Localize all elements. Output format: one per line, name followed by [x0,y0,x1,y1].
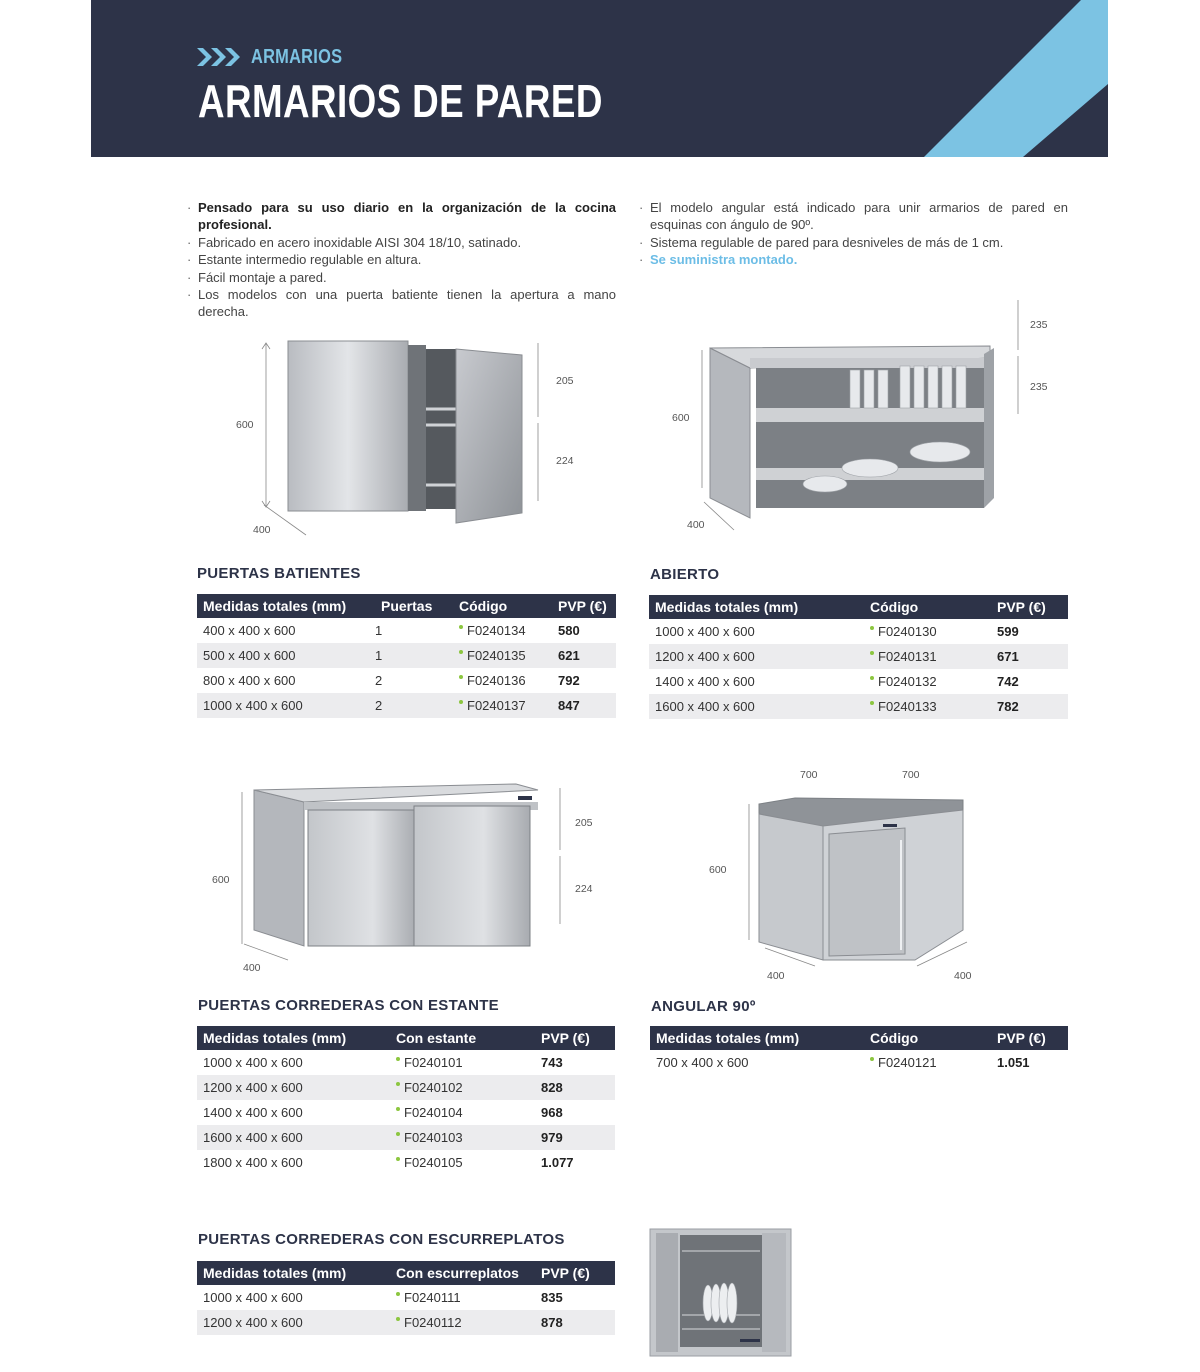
table-header: PVP (€) [991,595,1068,619]
table-header: Medidas totales (mm) [197,594,375,618]
table-header: Medidas totales (mm) [649,595,864,619]
dim-depth: 400 [243,962,261,974]
table-header: Código [864,595,991,619]
table-row: 1200 x 400 x 600 F0240131 671 [649,644,1068,669]
list-item: · Estante intermedio regulable en altura. [187,251,616,268]
table-row: 1000 x 400 x 600 F0240111 835 [203,1290,563,1305]
dish-rack-photo [650,1229,791,1356]
section-title-batientes: PUERTAS BATIENTES [197,565,361,582]
table-row: 1200 x 400 x 600 F0240102 828 [197,1075,615,1100]
table-header: Con estante [390,1026,535,1050]
table-row: 400 x 400 x 600 1 F0240134 580 [203,623,580,638]
section-title-angular: ANGULAR 90º [651,998,756,1015]
list-item: · Fácil montaje a pared. [187,269,616,286]
list-item: · Se suministra montado. [639,251,1068,268]
dim-lower: 224 [556,455,574,467]
table-header: Puertas [375,594,453,618]
dim-bottom-left: 400 [767,970,785,982]
table-row: 500 x 400 x 600 1 F0240135 621 [197,643,616,668]
dim-top-left: 700 [800,769,818,781]
table-header: Medidas totales (mm) [197,1261,390,1285]
page-title: ARMARIOS DE PARED [198,75,603,127]
dim-upper: 235 [1030,319,1048,331]
sliding-door-cabinet-illustration [228,780,578,970]
list-item: · Fabricado en acero inoxidable AISI 304 18/10, satinado. [187,234,616,251]
table-angular [650,1026,1068,1075]
dim-upper: 205 [575,817,593,829]
table-header: Medidas totales (mm) [650,1026,864,1050]
table-row: 1800 x 400 x 600 F0240105 1.077 [203,1155,574,1170]
dim-upper: 205 [556,375,574,387]
table-row: 1000 x 400 x 600 2 F0240137 847 [197,693,616,718]
table-row: 700 x 400 x 600 F0240121 1.051 [656,1055,1030,1070]
table-header: PVP (€) [552,594,616,618]
section-title-abierto: ABIERTO [650,566,720,583]
dim-height: 600 [709,864,727,876]
dim-lower: 224 [575,883,593,895]
table-escurreplatos [197,1261,615,1335]
table-header: PVP (€) [535,1026,615,1050]
dim-top-right: 700 [902,769,920,781]
intro-right-list [639,199,1068,269]
table-row: 1600 x 400 x 600 F0240103 979 [197,1125,615,1150]
list-item: · Pensado para su uso diario en la organización de la cocina profesional. [187,199,616,234]
list-item: · Los modelos con una puerta batiente tienen la apertura a mano derecha. [187,286,616,321]
table-row: 1000 x 400 x 600 F0240130 599 [655,624,1019,639]
table-header: PVP (€) [991,1026,1068,1050]
table-header: Código [864,1026,991,1050]
table-header: Código [453,594,552,618]
swing-door-cabinet-illustration [250,335,560,545]
table-correderas-estante [197,1026,615,1175]
list-item: · El modelo angular está indicado para unir armarios de pared en esquinas con ángulo de 90º. [639,199,1068,234]
dim-bottom-right: 400 [954,970,972,982]
table-row: 1600 x 400 x 600 F0240133 782 [649,694,1068,719]
list-item: · Sistema regulable de pared para desniveles de más de 1 cm. [639,234,1068,251]
dim-depth: 400 [253,524,271,536]
dim-lower: 235 [1030,381,1048,393]
intro-left-list [187,199,616,321]
table-row: 800 x 400 x 600 2 F0240136 792 [203,673,580,688]
dim-height: 600 [212,874,230,886]
table-header: Medidas totales (mm) [197,1026,390,1050]
table-header: PVP (€) [535,1261,615,1285]
table-abierto [649,595,1068,719]
page-header [91,0,1108,157]
table-row: 1000 x 400 x 600 F0240101 743 [203,1055,563,1070]
open-cabinet-illustration [690,298,1030,533]
dim-height: 600 [236,419,254,431]
table-batientes [197,594,616,718]
table-row: 1200 x 400 x 600 F0240112 878 [197,1310,615,1335]
chevrons-icon [197,46,245,68]
dim-depth: 400 [687,519,705,531]
table-header: Con escurreplatos [390,1261,535,1285]
section-label: ARMARIOS [251,46,343,68]
table-row: 1400 x 400 x 600 F0240132 742 [655,674,1019,689]
section-title-correderas-estante: PUERTAS CORREDERAS CON ESTANTE [198,997,499,1014]
corner-cabinet-illustration [735,790,980,970]
dim-height: 600 [672,412,690,424]
section-title-escurreplatos: PUERTAS CORREDERAS CON ESCURREPLATOS [198,1231,565,1248]
table-row: 1400 x 400 x 600 F0240104 968 [203,1105,563,1120]
